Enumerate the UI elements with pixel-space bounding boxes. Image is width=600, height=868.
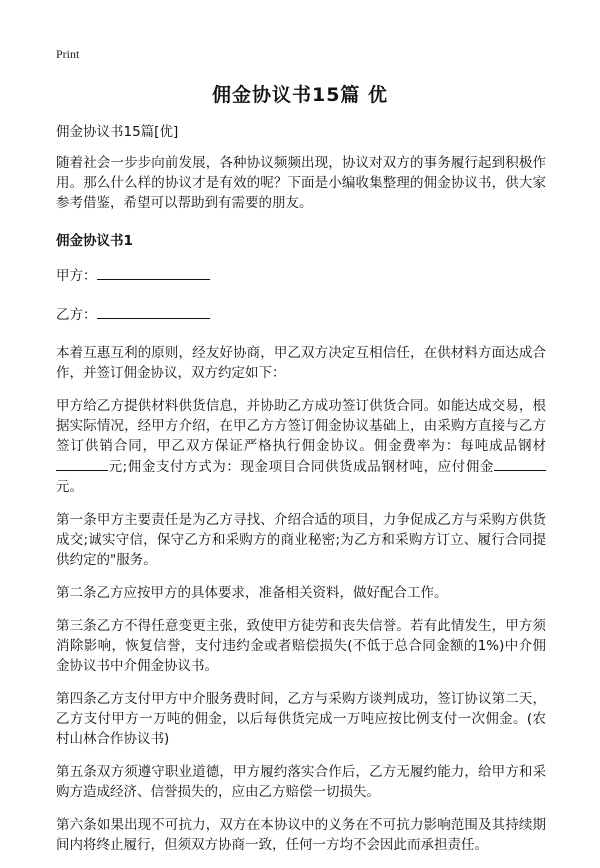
page-title: 佣金协议书15篇 优 [211, 84, 389, 106]
document-body [56, 122, 546, 868]
article-2: 第二条乙方应按甲方的具体要求，准备相关资料，做好配合工作。 [56, 585, 448, 601]
article-3: 第三条乙方不得任意变更主张，致使甲方徒劳和丧失信誉。若有此情发生，甲方须消除影响，恢复信誉，支付违约金或者赔偿损失(不低于总合同金额的1%)中介佣金协议书中介佣金协议书。 [56, 618, 546, 674]
paragraph-2-part-1: 甲方给乙方提供材料供货信息，并协助乙方成功签订供货合同。如能达成交易，根据实际情况，经甲方介绍，在甲乙方方签订佣金协议基础上，由采购方直接与乙方签订供销合同，甲乙双方保证严格执行佣金协议。佣金费率为：每吨成品钢材 [56, 398, 546, 454]
intro-paragraph: 随着社会一步步向前发展，各种协议频频出现，协议对双方的事务履行起到积极作用。那么什么样的协议才是有效的呢？下面是小编收集整理的佣金协议书，供大家参考借鉴，希望可以帮助到有需要的朋友。 [56, 155, 546, 211]
party-a-blank [97, 265, 210, 280]
agreement-paragraph-1: 本着互惠互利的原则，经友好协商，甲乙双方决定互相信任，在供材料方面达成合作，并签订佣金协议，双方约定如下： [56, 345, 546, 381]
article-5: 第五条双方须遵守职业道德，甲方履约落实合作后，乙方无履约能力，给甲方和采购方造成经济、信誉损失的，应由乙方赔偿一切损失。 [56, 764, 546, 800]
print-link[interactable]: Print [56, 47, 80, 61]
paragraph-2-part-3: 元。 [56, 479, 83, 495]
paragraph-2-part-2: 元;佣金支付方式为：现金项目合同供货成品钢材吨，应付佣金 [108, 459, 494, 475]
party-b-line [56, 304, 546, 325]
article-1: 第一条甲方主要责任是为乙方寻找、介绍合适的项目，力争促成乙方与采购方供货成交;诚实守信，保守乙方和采购方的商业秘密;为乙方和采购方订立、履行合同提供约定的"服务。 [56, 512, 546, 568]
article-6: 第六条如果出现不可抗力，双方在本协议中的义务在不可抗力影响范围及其持续期间内将终止履行，但须双方协商一致，任何一方均不会因此而承担责任。 [56, 817, 546, 853]
agreement-paragraph-2 [56, 396, 546, 497]
document-subtitle: 佣金协议书15篇[优] [56, 124, 179, 140]
party-a-label: 甲方： [56, 268, 97, 284]
section-heading: 佣金协议书1 [56, 233, 133, 249]
party-a-line [56, 265, 546, 286]
party-b-blank [97, 304, 210, 319]
rate-blank [56, 456, 108, 471]
commission-blank [494, 456, 546, 471]
article-4: 第四条乙方支付甲方中介服务费时间，乙方与采购方谈判成功，签订协议第二天，乙方支付甲方一万吨的佣金，以后每供货完成一万吨应按比例支付一次佣金。(农村山林合作协议书) [56, 691, 546, 747]
party-b-label: 乙方： [56, 307, 97, 323]
